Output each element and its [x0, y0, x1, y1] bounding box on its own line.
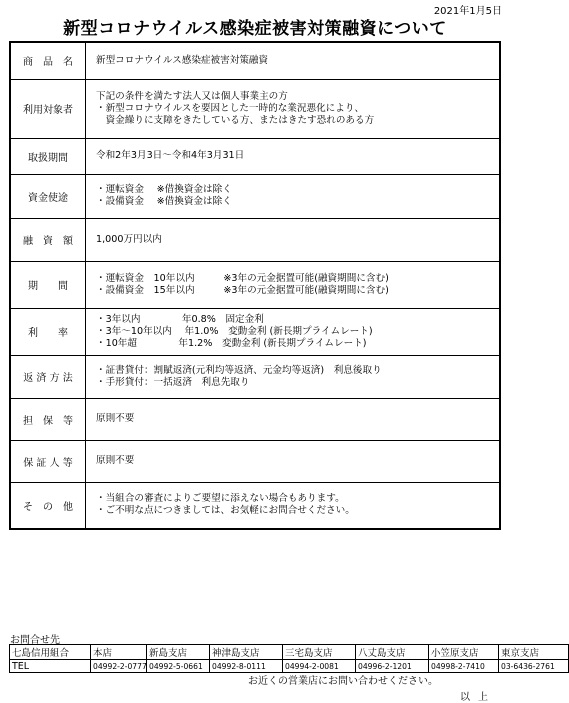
value-line: 下記の条件を満たす法人又は個人事業主の方	[96, 90, 288, 102]
branch-name: 新島支店	[147, 645, 210, 660]
loan-details-table	[9, 41, 501, 530]
row-value	[86, 138, 501, 174]
value-line: 新型コロナウイルス感染症被害対策融資	[96, 54, 269, 66]
row-label: 保 証 人 等	[10, 440, 86, 482]
row-value	[86, 308, 501, 355]
value-line: 令和2年3月3日～令和4年3月31日	[96, 150, 245, 161]
value-line: 原則不要	[96, 455, 135, 466]
row-label: 返 済 方 法	[10, 355, 86, 398]
value-line: ・設備資金 15年以内 ※3年の元金据置可能(融資期間に含む)	[96, 284, 389, 296]
row-value	[86, 174, 501, 218]
table-row	[10, 174, 500, 218]
table-row	[10, 138, 500, 174]
value-line: 原則不要	[96, 413, 135, 424]
value-line: ・ご不明な点につきましては、お気軽にお問合せください。	[96, 505, 355, 517]
value-line: ・当組合の審査によりご要望に添えない場合もあります。	[96, 493, 345, 505]
row-label: 取扱期間	[10, 138, 86, 174]
row-value	[86, 440, 501, 482]
document-title: 新型コロナウイルス感染症被害対策融資について	[63, 19, 447, 39]
branch-name: 神津島支店	[210, 645, 283, 660]
row-value	[86, 42, 501, 79]
table-row	[10, 440, 500, 482]
row-label: 期 間	[10, 261, 86, 308]
tel-label: TEL	[10, 660, 91, 673]
branch-tel: 04994-2-0081	[283, 660, 356, 673]
table-row	[10, 398, 500, 440]
document-date: 2021年1月5日	[433, 6, 502, 17]
value-line: ・3年～10年以内 年1.0% 変動金利 (新長期プライムレート)	[96, 325, 373, 337]
table-row	[10, 79, 500, 138]
value-line: 資金繰りに支障をきたしている方、またはきたす恐れのある方	[96, 114, 375, 126]
inquiry-label: お問合せ先	[10, 635, 60, 646]
end-mark: 以上	[460, 692, 496, 703]
row-label: 資金使途	[10, 174, 86, 218]
branch-tel: 04998-2-7410	[429, 660, 499, 673]
branch-tel: 03-6436-2761	[499, 660, 569, 673]
row-label: そ の 他	[10, 482, 86, 529]
row-value	[86, 79, 501, 138]
table-row	[10, 42, 500, 79]
row-label: 商 品 名	[10, 42, 86, 79]
branch-name: 本店	[91, 645, 147, 660]
row-value	[86, 355, 501, 398]
row-label: 融 資 額	[10, 218, 86, 261]
table-row	[10, 261, 500, 308]
table-row	[10, 355, 500, 398]
row-label: 利用対象者	[10, 79, 86, 138]
value-line: ・新型コロナウイルスを要因とした一時的な業況悪化により、	[96, 102, 365, 114]
row-value	[86, 218, 501, 261]
inquiry-note: お近くの営業店にお問い合わせください。	[248, 676, 438, 687]
branch-name: 八丈島支店	[356, 645, 429, 660]
value-line: ・3年以内 年0.8% 固定金利	[96, 313, 264, 325]
org-name: 七島信用組合	[10, 645, 91, 660]
value-line: ・手形貸付：一括返済 利息先取り	[96, 376, 250, 388]
value-line: ・設備資金 ※借換資金は除く	[96, 196, 232, 207]
row-label: 担 保 等	[10, 398, 86, 440]
value-line: ・証書貸付：割賦返済(元利均等返済、元金均等返済) 利息後取り	[96, 364, 382, 376]
branch-tel: 04996-2-1201	[356, 660, 429, 673]
value-line: ・運転資金 ※借換資金は除く	[96, 184, 232, 195]
branch-name: 東京支店	[499, 645, 569, 660]
row-value	[86, 482, 501, 529]
row-value	[86, 261, 501, 308]
branch-name: 三宅島支店	[283, 645, 356, 660]
table-row	[10, 218, 500, 261]
branch-tel: 04992-2-0777	[91, 660, 147, 673]
value-line: 1,000万円以内	[96, 233, 162, 245]
row-value	[86, 398, 501, 440]
branch-tel: 04992-8-0111	[210, 660, 283, 673]
table-row	[10, 482, 500, 529]
branch-name: 小笠原支店	[429, 645, 499, 660]
table-row	[10, 308, 500, 355]
row-label: 利 率	[10, 308, 86, 355]
value-line: ・運転資金 10年以内 ※3年の元金据置可能(融資期間に含む)	[96, 272, 389, 284]
branch-tel: 04992-5-0661	[147, 660, 210, 673]
value-line: ・10年超 年1.2% 変動金利 (新長期プライムレート)	[96, 337, 367, 349]
branch-contact-table	[9, 644, 569, 673]
